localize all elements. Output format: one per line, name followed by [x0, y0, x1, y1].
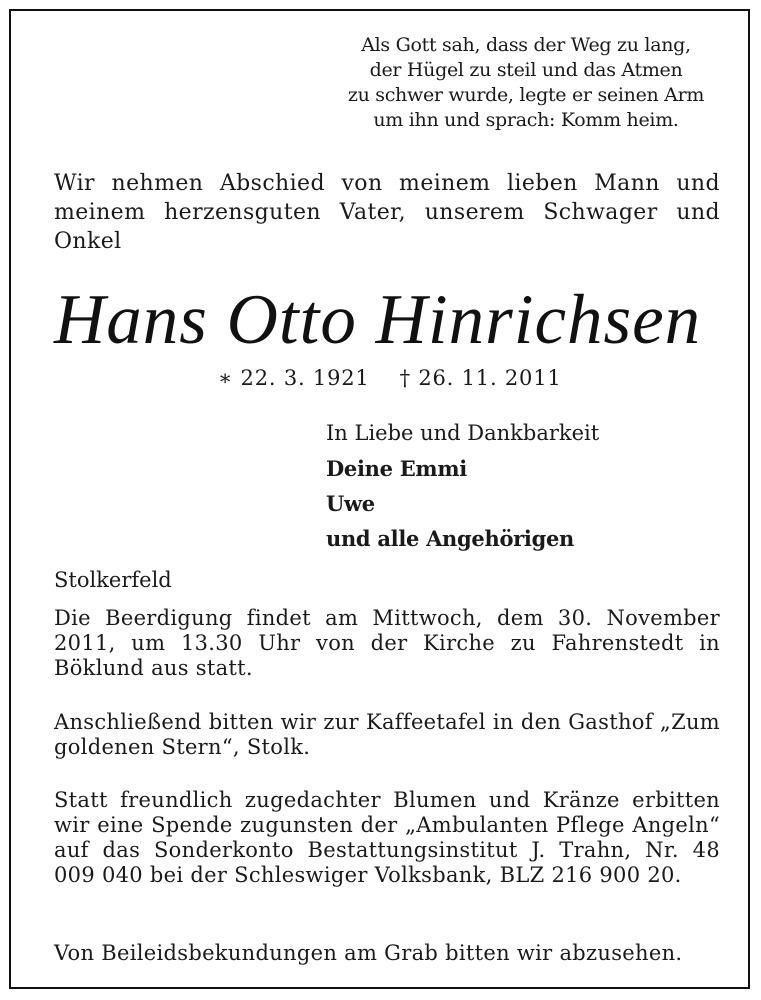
mourners-block	[326, 416, 599, 556]
verse-line: Als Gott sah, dass der Weg zu lang,	[361, 34, 691, 56]
mourners-line: In Liebe und Dankbarkeit	[326, 421, 600, 445]
obituary-notice	[9, 9, 750, 989]
farewell-intro: Wir nehmen Abschied von meinem lieben Mann und meinem herzensguten Vater, unserem Schwager und Onkel	[54, 171, 720, 254]
birth-date: ∗ 22. 3. 1921	[218, 366, 370, 390]
memorial-verse	[326, 33, 726, 133]
verse-line: um ihn und sprach: Komm heim.	[373, 109, 679, 131]
verse-line: der Hügel zu steil und das Atmen	[369, 59, 683, 81]
mourner-name: und alle Angehörigen	[326, 526, 574, 551]
place-name: Stolkerfeld	[54, 568, 172, 592]
death-date: † 26. 11. 2011	[399, 366, 562, 390]
funeral-details: Die Beerdigung findet am Mittwoch, dem 30. November 2011, um 13.30 Uhr von der Kirche zu Fahrenstedt in Böklund aus statt.	[54, 606, 720, 680]
reception-details: Anschließend bitten wir zur Kaffeetafel in den Gasthof „Zum goldenen Stern“, Stolk.	[54, 710, 720, 759]
deceased-name: Hans Otto Hinrichsen	[54, 281, 702, 359]
condolence-note: Von Beileidsbekundungen am Grab bitten wir abzusehen.	[54, 941, 683, 965]
verse-line: zu schwer wurde, legte er seinen Arm	[347, 84, 705, 106]
life-dates	[218, 363, 562, 393]
donation-request: Statt freundlich zugedachter Blumen und Kränze erbitten wir eine Spende zugunsten der „Ambulanten Pflege Angeln“ auf das Sonderkonto Bestattungsinstitut J. Trahn, Nr. 48 009 040 bei der Schleswiger Volksbank, BLZ 216 900 20.	[54, 788, 720, 887]
mourner-name: Uwe	[326, 491, 375, 516]
mourner-name: Deine Emmi	[326, 456, 467, 481]
